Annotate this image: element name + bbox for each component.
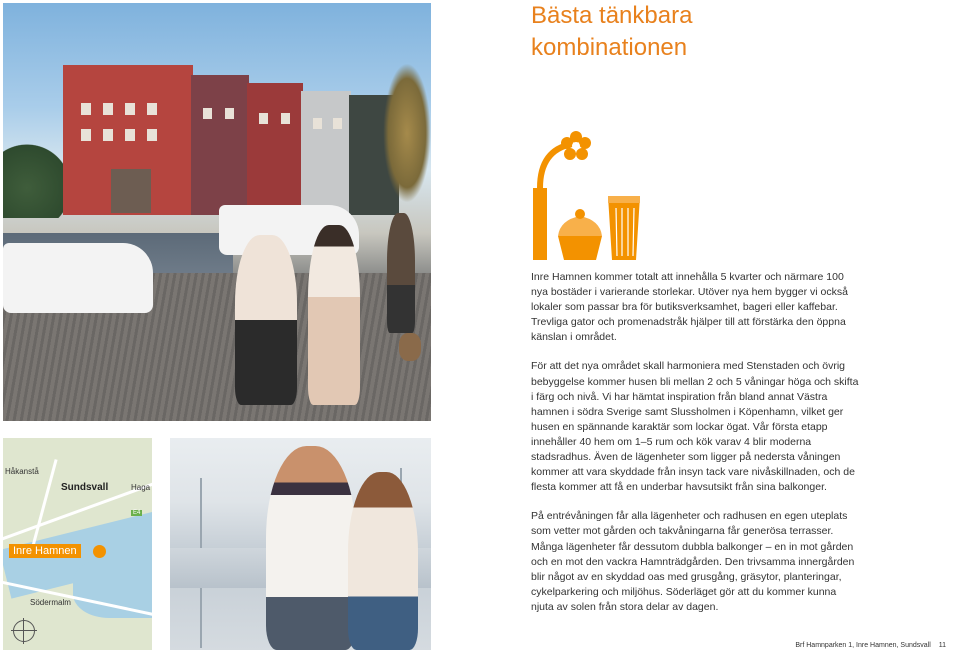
window [81, 103, 91, 115]
window [147, 129, 157, 141]
map-label-hakansta: Håkanstå [5, 467, 39, 476]
compass-icon [13, 620, 35, 642]
person-white-top [235, 235, 297, 405]
window [103, 103, 113, 115]
window [281, 113, 290, 124]
window [313, 118, 322, 129]
footer-text: Brf Hamnparken 1, Inre Hamnen, Sundsvall [795, 642, 931, 649]
paragraph-1: Inre Hamnen kommer totalt att innehålla 5 kvarter och närmare 100 nya bostäder i varierande storlekar. Utöver nya hem bygger vi också lokaler som passar bra för butiksverksamhet, bageri eller kaffebar. Trevliga gator och promenadstråk hjälper till att förstärka den öppna känslan i området. [531, 271, 848, 344]
map-label-haga: Haga [131, 483, 151, 492]
window [125, 129, 135, 141]
couple-photo [170, 438, 431, 650]
window [259, 113, 268, 124]
window [203, 108, 212, 119]
building-maroon [247, 83, 303, 215]
window [147, 103, 157, 115]
window [81, 129, 91, 141]
person-right [387, 213, 415, 333]
window [125, 103, 135, 115]
title-line-1: Bästa tänkbara [531, 2, 693, 29]
map-label-sundsvall: Sundsvall [61, 482, 109, 493]
footer [795, 642, 946, 649]
hero-photo [3, 3, 431, 421]
page-title [531, 0, 692, 64]
location-map [3, 438, 152, 650]
paragraph-2: För att det nya området skall harmoniera med Stenstaden och övrig bebyggelse kommer husen bli mellan 2 och 5 våningar höga och skifta i färg och nivå. Vi har hämtat inspiration från bland annat Västra hamnen i södra Sverige samt Slussholmen i Köpenhamn, vilket ger husen en spännande karaktär som lockar ögat. Vår första etapp innehåller 40 hem om 1–5 rum och kök varav 4 blir moderna stadsradhus. Även de lägenheter som ligger på nedersta våningen kommer att vara skyddade från insyn tack vare nivåskillnaden, och de flesta kommer att få en underbar havsutsikt från sina balkonger. [531, 360, 859, 494]
window [333, 118, 342, 129]
page-number: 11 [938, 642, 946, 649]
woman [348, 472, 418, 650]
flower-cupcake-glass-icon [530, 128, 642, 264]
person-skirt [308, 225, 360, 405]
boat-left [3, 243, 153, 313]
map-label-sodermalm: Södermalm [30, 598, 71, 607]
window [103, 129, 113, 141]
paragraph-3: På entrévåningen får alla lägenheter och radhusen en egen uteplats som vetter mot gården och takvåningarna får generösa terrasser. Många lägenheter får dessutom dubbla balkonger – en in mot gården och en mot den vackra Hamnträdgården. Den trivsamma innergården blir något av en skyddad oas med grusgång, gräsytor, planteringar, cykelparkering och miljöhus. Söderläget gör att du kommer kunna njuta av solen från stora delar av dagen. [531, 510, 855, 613]
body-text [531, 270, 861, 629]
location-marker-icon [93, 545, 106, 558]
shopfront [111, 169, 151, 213]
tree-right [383, 63, 431, 203]
map-water-2 [73, 558, 152, 618]
window [225, 108, 234, 119]
man [266, 446, 356, 650]
title-line-2: kombinationen [531, 34, 688, 61]
building-plum [191, 75, 249, 215]
road-shield-e4: E4 [133, 510, 141, 516]
map-highlight-inre-hamnen: Inre Hamnen [9, 544, 81, 558]
building-grey [301, 91, 351, 215]
dog [399, 333, 421, 361]
